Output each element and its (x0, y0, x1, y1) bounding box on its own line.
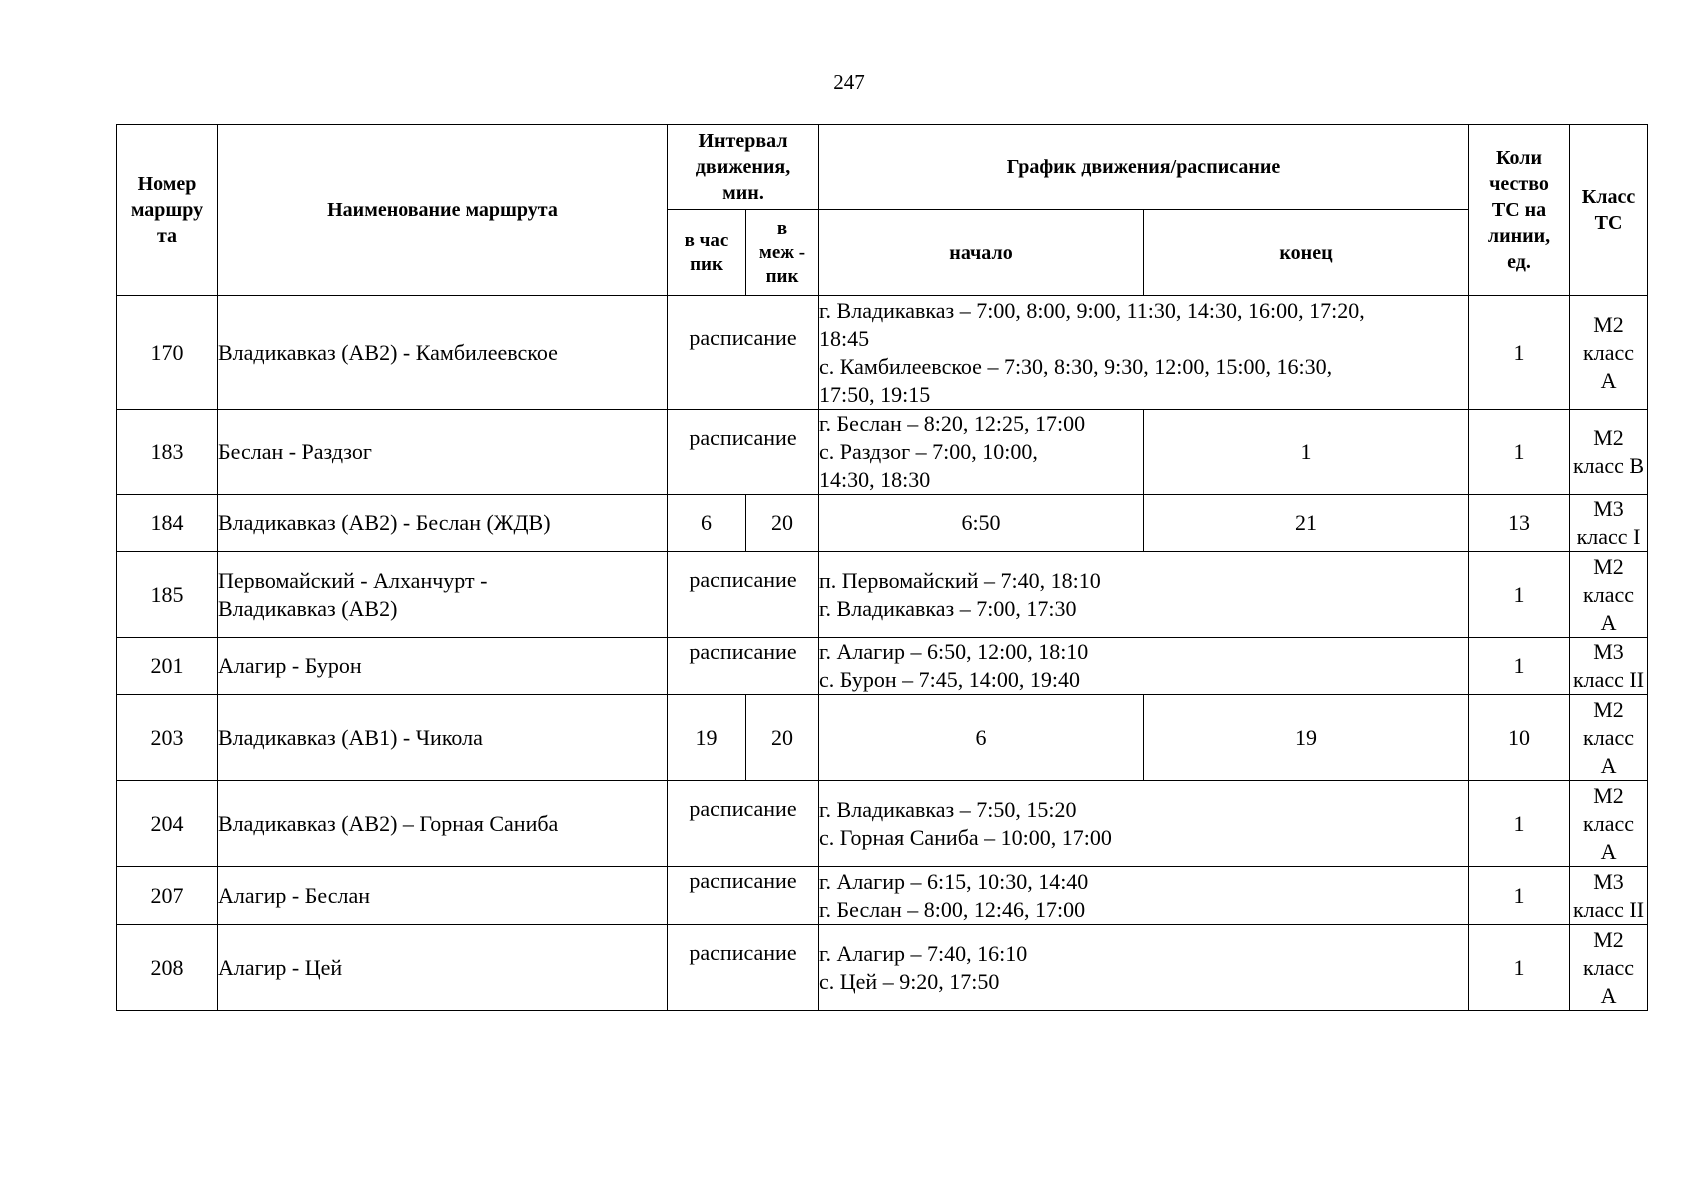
header-schedule: График движения/расписание (819, 125, 1469, 210)
table-row (117, 296, 1648, 410)
header-interval-offpeak: в меж - пик (746, 210, 819, 296)
route-number: 208 (117, 925, 218, 1011)
vehicle-count: 13 (1469, 495, 1570, 552)
table-row (117, 638, 1648, 695)
table-row (117, 495, 1648, 552)
table-row (117, 867, 1648, 925)
route-number: 184 (117, 495, 218, 552)
route-name: Алагир - Цей (218, 925, 668, 1011)
table-row (117, 925, 1648, 1011)
vehicle-class: М3 класс II (1570, 867, 1648, 925)
vehicle-class: М2 класс А (1570, 781, 1648, 867)
schedule-end: 19 (1144, 695, 1469, 781)
vehicle-class: М3 класс II (1570, 638, 1648, 695)
route-name: Беслан - Раздзог (218, 410, 668, 495)
route-number: 203 (117, 695, 218, 781)
schedule-text: г. Алагир – 6:50, 12:00, 18:10 с. Бурон – 7:45, 14:00, 19:40 (819, 638, 1469, 695)
vehicle-count: 1 (1469, 925, 1570, 1011)
vehicle-count: 1 (1469, 296, 1570, 410)
header-route-name: Наименование маршрута (218, 125, 668, 296)
interval-offpeak: 20 (746, 695, 819, 781)
route-name: Владикавказ (АВ2) – Горная Саниба (218, 781, 668, 867)
route-name: Алагир - Бурон (218, 638, 668, 695)
table-row (117, 552, 1648, 638)
interval-schedule: расписание (668, 781, 819, 867)
interval-schedule: расписание (668, 925, 819, 1011)
interval-schedule: расписание (668, 552, 819, 638)
page-number: 247 (833, 70, 865, 94)
vehicle-class: М2 класс А (1570, 552, 1648, 638)
schedule-start: 6:50 (819, 495, 1144, 552)
interval-schedule: расписание (668, 410, 819, 495)
interval-schedule: расписание (668, 296, 819, 410)
vehicle-class: М2 класс А (1570, 695, 1648, 781)
interval-schedule: расписание (668, 638, 819, 695)
header-schedule-end: конец (1144, 210, 1469, 296)
interval-schedule: расписание (668, 867, 819, 925)
vehicle-count: 1 (1469, 781, 1570, 867)
route-name: Владикавказ (АВ2) - Беслан (ЖДВ) (218, 495, 668, 552)
vehicle-class: М3 класс I (1570, 495, 1648, 552)
vehicle-count: 1 (1469, 638, 1570, 695)
header-interval: Интервал движения, мин. (668, 125, 819, 210)
route-name: Первомайский - Алханчурт - Владикавказ (АВ2) (218, 552, 668, 638)
vehicle-class: М2 класс В (1570, 410, 1648, 495)
route-name: Владикавказ (АВ2) - Камбилеевское (218, 296, 668, 410)
header-schedule-start: начало (819, 210, 1144, 296)
schedule-text: п. Первомайский – 7:40, 18:10 г. Владикавказ – 7:00, 17:30 (819, 552, 1469, 638)
table-row (117, 410, 1648, 495)
route-number: 201 (117, 638, 218, 695)
schedule-text: г. Владикавказ – 7:00, 8:00, 9:00, 11:30, 14:30, 16:00, 17:20, 18:45 с. Камбилеевское – 7:30, 8:30, 9:30, 12:00, 15:00, 16:30, 17:50, 19:15 (819, 296, 1469, 410)
schedule-text: г. Владикавказ – 7:50, 15:20 с. Горная Саниба – 10:00, 17:00 (819, 781, 1469, 867)
vehicle-count: 1 (1469, 867, 1570, 925)
route-number: 185 (117, 552, 218, 638)
header-interval-peak: в час пик (668, 210, 746, 296)
vehicle-class: М2 класс А (1570, 925, 1648, 1011)
interval-peak: 6 (668, 495, 746, 552)
interval-offpeak: 20 (746, 495, 819, 552)
schedule-text: г. Алагир – 7:40, 16:10 с. Цей – 9:20, 17:50 (819, 925, 1469, 1011)
route-number: 207 (117, 867, 218, 925)
vehicle-count: 1 (1469, 410, 1570, 495)
route-number: 183 (117, 410, 218, 495)
header-vehicle-class: Класс ТС (1570, 125, 1648, 296)
interval-peak: 19 (668, 695, 746, 781)
header-route-number: Номер маршру та (117, 125, 218, 296)
schedule-end: 1 (1144, 410, 1469, 495)
schedule-end: 21 (1144, 495, 1469, 552)
schedule-text: г. Беслан – 8:20, 12:25, 17:00 с. Раздзог – 7:00, 10:00, 14:30, 18:30 (819, 410, 1144, 495)
schedule-start: 6 (819, 695, 1144, 781)
vehicle-count: 1 (1469, 552, 1570, 638)
route-number: 170 (117, 296, 218, 410)
route-name: Алагир - Беслан (218, 867, 668, 925)
vehicle-count: 10 (1469, 695, 1570, 781)
routes-table (116, 124, 1648, 1011)
table-row (117, 781, 1648, 867)
table-row (117, 695, 1648, 781)
vehicle-class: М2 класс А (1570, 296, 1648, 410)
schedule-text: г. Алагир – 6:15, 10:30, 14:40 г. Беслан – 8:00, 12:46, 17:00 (819, 867, 1469, 925)
route-number: 204 (117, 781, 218, 867)
header-vehicle-count: Коли чество ТС на линии, ед. (1469, 125, 1570, 296)
route-name: Владикавказ (АВ1) - Чикола (218, 695, 668, 781)
